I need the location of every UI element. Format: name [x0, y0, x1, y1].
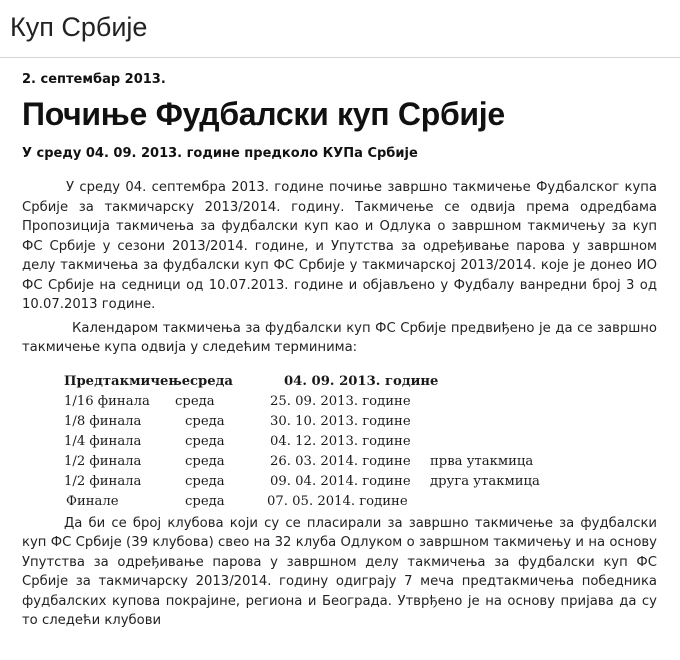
- schedule-date: 30. 10. 2013. године: [270, 413, 411, 429]
- schedule-date: 25. 09. 2013. године: [270, 393, 411, 409]
- schedule-round: Предтакмичење: [64, 373, 191, 389]
- schedule-date: 09. 04. 2014. године: [270, 473, 411, 489]
- article-date: 2. септембар 2013.: [22, 72, 166, 87]
- schedule-note: прва утакмица: [430, 453, 534, 469]
- page-header: [0, 0, 680, 58]
- schedule-round: 1/2 финала: [64, 473, 142, 489]
- schedule-day: среда: [185, 453, 225, 469]
- schedule-day: среда: [185, 413, 225, 429]
- site-title[interactable]: Куп Србије: [10, 12, 148, 42]
- schedule-round: 1/16 финала: [64, 393, 150, 409]
- schedule-round: Финале: [66, 493, 119, 509]
- schedule-day: среда: [185, 493, 225, 509]
- article-headline: Почиње Фудбалски куп Србије: [22, 96, 505, 132]
- schedule-note: друга утакмица: [430, 473, 540, 489]
- schedule-date: 04. 09. 2013. године: [284, 373, 439, 389]
- schedule-round: 1/2 финала: [64, 453, 142, 469]
- schedule-round: 1/8 финала: [64, 413, 142, 429]
- schedule-table: [22, 372, 657, 512]
- paragraph-calendar: Календаром такмичења за фудбалски куп ФС Србије предвиђено је да се завршно такмичење купа одвија у следећим терминима:: [22, 320, 657, 355]
- schedule-day: среда: [185, 433, 225, 449]
- schedule-day: среда: [190, 373, 233, 389]
- schedule-day: среда: [175, 393, 215, 409]
- schedule-date: 04. 12. 2013. године: [270, 433, 411, 449]
- article: [22, 72, 657, 631]
- schedule-date: 07. 05. 2014. године: [267, 493, 408, 509]
- schedule-date: 26. 03. 2014. године: [270, 453, 411, 469]
- article-subtitle: У среду 04. 09. 2013. године предколо КУПа Србије: [22, 146, 418, 161]
- paragraph-qualifiers: Да би се број клубова који су се пласирали за завршно такмичење за фудбалски куп ФС Србије (39 клубова) свео на 32 клуба Одлуком о завршном такмичењу и на основу Упутства за одређивање парова у завршном делу такмичења за фудбалски куп ФС Србије за такмичарску 2013/2014. годину одиграју 7 меча предтакмичења победника фудбалских купова покрајине, региона и Београда. Утврђено је на основу пријава да су то следећи клубови: [22, 515, 657, 628]
- schedule-day: среда: [185, 473, 225, 489]
- paragraph-intro: У среду 04. септембра 2013. године почиње завршно такмичење Фудбалског купа Србије за такмичарску 2013/2014. годину. Такмичење се одвија према одредбама Пропозиција такмичења за фудбалски куп као и Одлука о завршном такмичењу за куп ФС Србије у сезони 2013/2014. године, и Упутства за одређивање парова у завршном делу такмичења за фудбалски куп ФС Србије у такмичарској 2013/2014. које је донео ИО ФС Србије на седници од 10.07.2013. године и објављено у Фудбалу ванредни број 3 од 10.07.2013 године.: [22, 180, 657, 312]
- schedule-round: 1/4 финала: [64, 433, 142, 449]
